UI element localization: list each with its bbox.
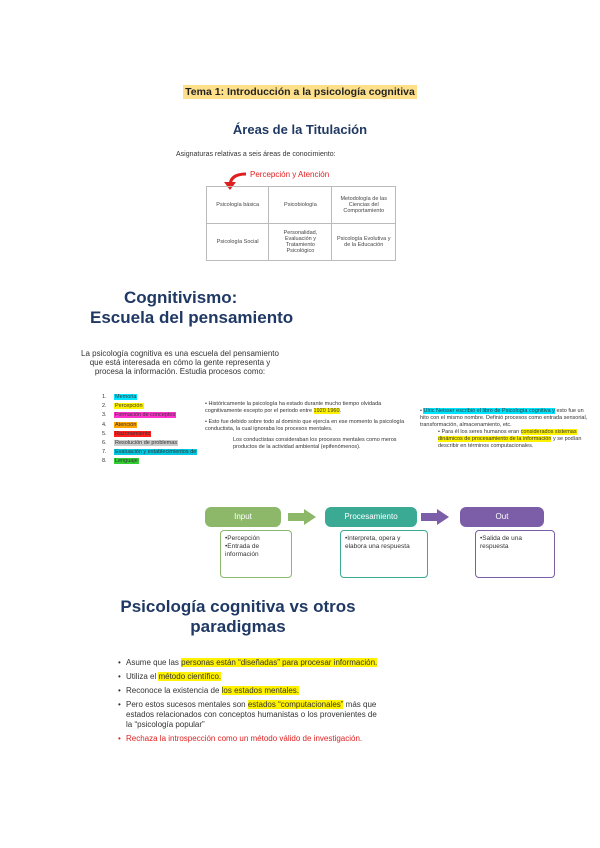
list-item: 4. Atención	[102, 421, 137, 428]
flow-out-title: Out	[460, 507, 544, 527]
table-cell: Psicología Evolutiva y de la Educación	[332, 224, 396, 261]
neisser-subparagraph: • Para él los seres humanos eran considerados sistemas dinámicos de procesamiento de la información y se podían describir en términos computacionales.	[438, 429, 582, 449]
history-paragraph-2: • Esto fue debido sobre todo al dominio que ejercía en ese momento la psicología conductista, la cual ignoraba los procesos mentales.	[205, 419, 405, 432]
highlight: estados “computacionales”	[247, 700, 344, 709]
paradigmas-title	[0, 597, 476, 637]
list-item: 5. Razonamiento	[102, 430, 151, 437]
list-item: • Utiliza el método científico.	[118, 672, 222, 681]
neisser-sub-highlight: considerados sistemas dinámicos de procesamiento de la información	[438, 429, 577, 442]
highlight: personas están “diseñadas” para procesar información.	[181, 658, 378, 667]
table-cell: Metodología de las Ciencias del Comportamiento	[332, 187, 396, 224]
history-subparagraph: Los conductistas consideraban los procesos mentales como meros productos de la actividad ambiental (epifenómenos).	[233, 437, 397, 450]
process-label: Percepción	[115, 403, 143, 410]
process-label: Evaluación y establecimientos de	[115, 449, 197, 456]
list-item: • Reconoce la existencia de los estados mentales.	[118, 686, 299, 695]
process-label: Atención	[115, 421, 137, 428]
table-cell: Personalidad, Evaluación y Tratamiento Psicológico	[269, 224, 332, 261]
table-cell: Psicobiología	[269, 187, 332, 224]
flow-input	[205, 507, 281, 527]
flow-input-body: •Percepción •Entrada de información	[220, 530, 292, 578]
tema-header	[0, 86, 600, 98]
table-cell: Psicología Social	[207, 224, 269, 261]
flow-arrow-icon	[421, 509, 449, 525]
list-item: • Rechaza la introspección como un método válido de investigación.	[118, 734, 363, 743]
process-label: Resolución de problemas	[115, 440, 178, 447]
table-row	[207, 224, 396, 261]
table-row	[207, 187, 396, 224]
tema-text: Tema 1: Introducción a la psicología cognitiva	[185, 86, 415, 98]
flow-proc-body: •Interpreta, opera y elabora una respuesta	[340, 530, 428, 578]
highlight: método científico.	[158, 672, 222, 681]
process-label: Razonamiento	[115, 430, 151, 437]
paradigmas-title-line1: Psicología cognitiva vs otros	[120, 597, 356, 616]
list-item: • Pero estos sucesos mentales son estados “computacionales” más que estados relacionados con conceptos humanistas o los provenientes de la “psicología popular”	[118, 700, 377, 729]
highlight: los estados mentales.	[221, 686, 299, 695]
list-item: • Asume que las personas están “diseñadas” para procesar información.	[118, 658, 378, 667]
cognitivismo-intro: La psicología cognitiva es una escuela del pensamiento que está interesada en cómo la gente representa y procesa la información. Estudia procesos como:	[81, 349, 279, 376]
paradigmas-title-line2: paradigmas	[190, 617, 286, 636]
paradigmas-list	[118, 658, 378, 748]
neisser-highlight: Ulric Neisser escribió el libro de Psicología cognitiva y	[423, 408, 555, 414]
flow-procesamiento	[325, 507, 417, 527]
flow-proc-title: Procesamiento	[325, 507, 417, 527]
table-cell: Psicología básica	[207, 187, 269, 224]
areas-table	[206, 186, 396, 261]
percepcion-atencion-label: Percepción y Atención	[250, 170, 330, 179]
list-item: 8. Lenguaje	[102, 458, 138, 465]
list-item: 6. Resolución de problemas	[102, 440, 178, 447]
cognitivismo-title-line2: Escuela del pensamiento	[90, 308, 294, 327]
history-years: 1920 1960	[313, 408, 340, 414]
cognitivismo-title-line1: Cognitivismo:	[124, 288, 238, 307]
process-label: Lenguaje	[115, 458, 138, 465]
flow-out-body: •Salida de una respuesta	[475, 530, 555, 578]
process-label: Memoria	[115, 394, 137, 400]
areas-caption: Asignaturas relativas a seis áreas de conocimiento:	[176, 151, 336, 158]
list-item: 1. Memoria	[102, 394, 137, 400]
neisser-text	[420, 408, 590, 450]
areas-title: Áreas de la Titulación	[232, 122, 368, 137]
flow-input-title: Input	[205, 507, 281, 527]
history-paragraph-1: • Históricamente la psicología ha estado durante mucho tiempo olvidada cognitivamente excepto por el periodo entre 1920 1960.	[205, 401, 382, 414]
neisser-paragraph: • Ulric Neisser escribió el libro de Psicología cognitiva y esto fue un hito con el mismo nombre. Definió procesos como entrada sensorial, transformación, almacenamiento, etc.	[420, 408, 588, 428]
process-label: Formación de conceptos	[115, 412, 176, 419]
list-item: 7. Evaluación y establecimientos de	[102, 449, 197, 456]
flow-arrow-icon	[288, 509, 316, 525]
list-item: 3. Formación de conceptos	[102, 412, 176, 419]
flow-out	[460, 507, 544, 527]
list-item: 2. Percepción	[102, 403, 143, 410]
cognitivismo-title	[90, 288, 294, 328]
history-text	[205, 401, 405, 455]
process-list	[102, 393, 197, 467]
